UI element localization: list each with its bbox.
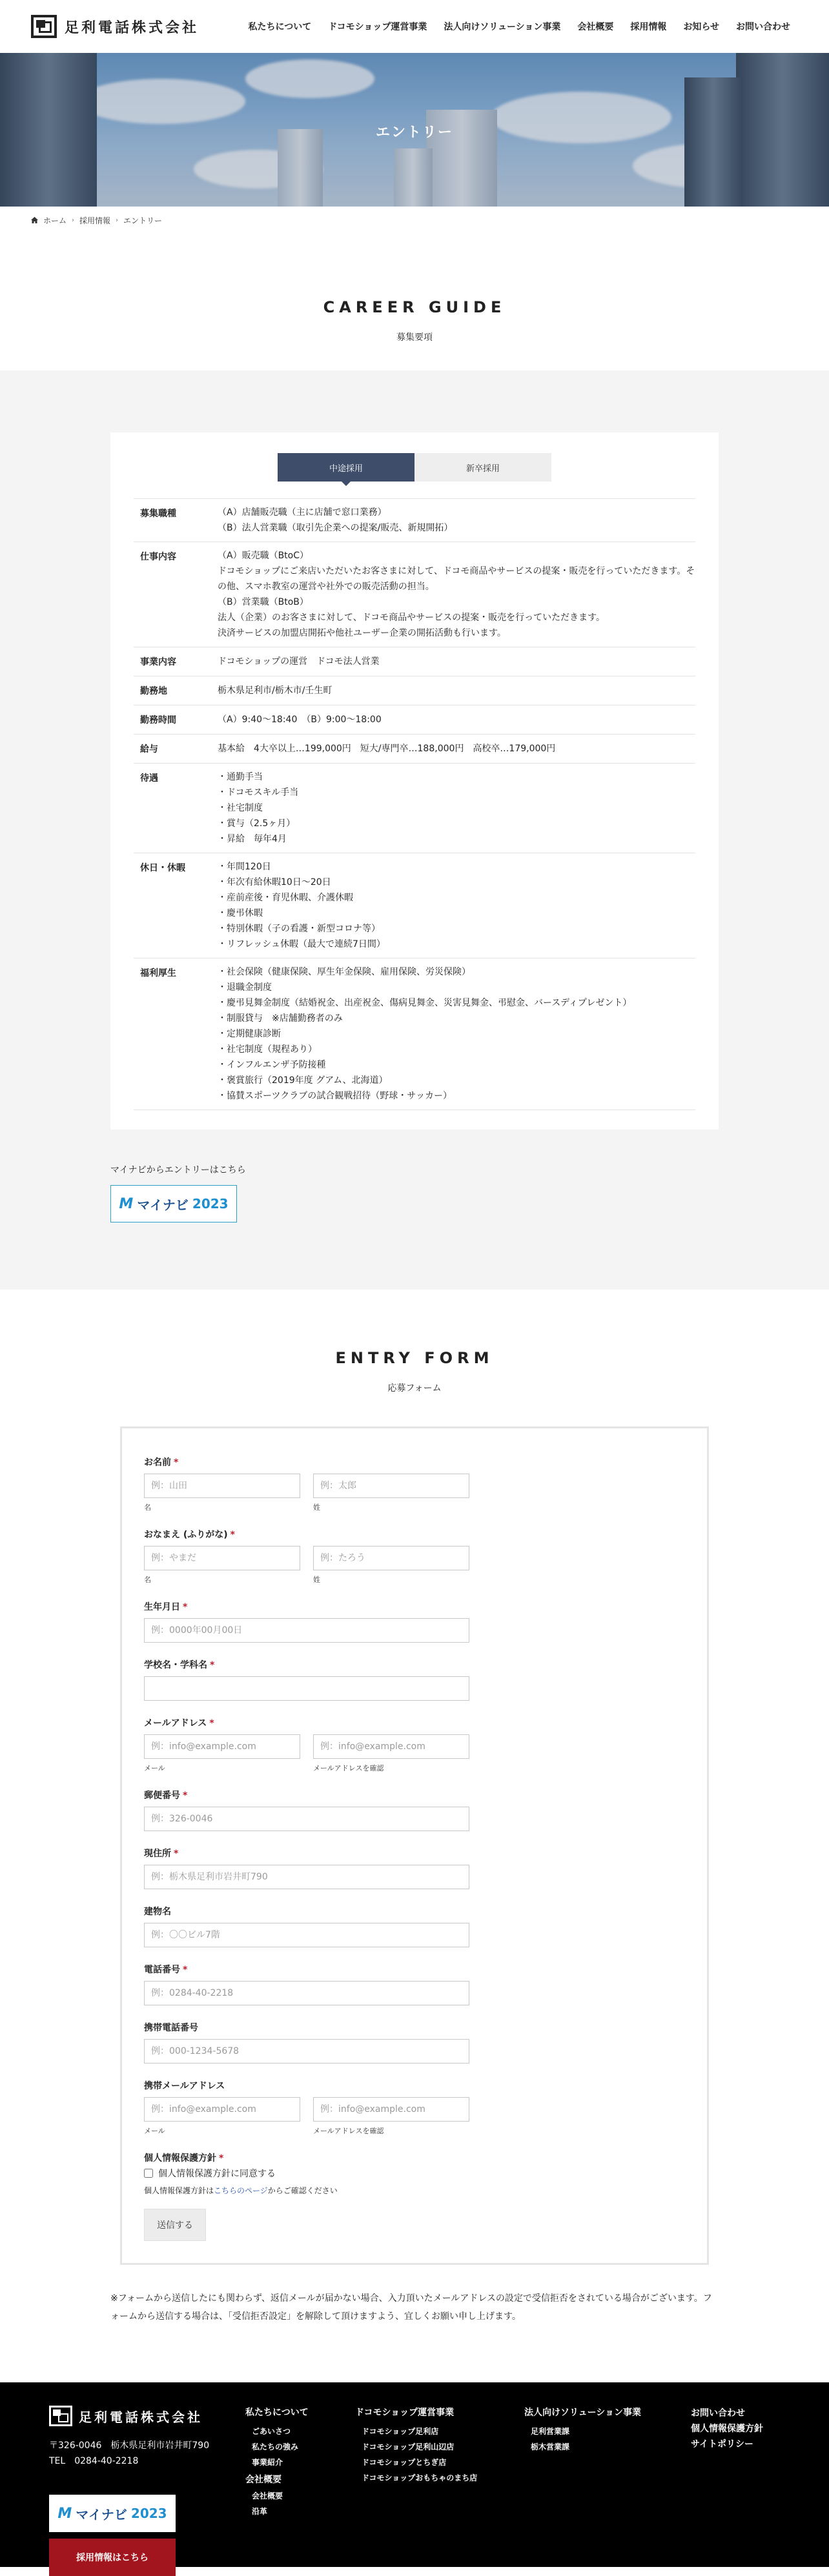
breadcrumb-recruit[interactable]: 採用情報 xyxy=(79,216,111,225)
privacy-note: 個人情報保護方針はこちらのページからご確認ください xyxy=(144,2186,338,2195)
career-guide-subtitle: 募集要項 xyxy=(396,332,433,343)
requirements-row-label: 給与 xyxy=(140,744,158,755)
footer-address-block xyxy=(49,2438,245,2469)
mobile-email-confirm-input[interactable] xyxy=(313,2097,469,2122)
zip-label: 郵便番号 * xyxy=(144,1790,188,1801)
email-confirm-input[interactable] xyxy=(313,1734,469,1759)
email-notice: ※フォームから送信したにも関わらず、返信メールが届かない場合、入力頂いたメールアドレスの設定で受信拒否をされている場合がございます。フォームから送信する場合は、「受信拒否設定」を解除して頂けますよう、宜しくお願い申し上げます。 xyxy=(110,2293,712,2322)
tab-mid-career[interactable]: 中途採用 xyxy=(278,453,414,482)
requirements-row-label: 事業内容 xyxy=(140,657,176,667)
address-label: 現住所 * xyxy=(144,1849,179,1859)
email-sublabel: メール xyxy=(144,1764,165,1772)
requirements-line: ・通勤手当 xyxy=(218,772,263,782)
tab-new-graduate[interactable]: 新卒採用 xyxy=(414,453,551,482)
privacy-agree-row[interactable] xyxy=(144,2167,685,2180)
logo-text: 足利電話株式会社 xyxy=(65,19,200,36)
email-input[interactable] xyxy=(144,1734,300,1759)
requirements-line: 法人（企業）のお客さまに対して、ドコモ商品やサービスの提案・販売を行っていただきます。 xyxy=(218,613,606,623)
nav-recruit[interactable]: 採用情報 xyxy=(630,22,667,32)
requirements-row-value xyxy=(218,676,695,705)
requirements-line: ・年次有給休暇10日～20日 xyxy=(218,877,331,887)
mobile-email-input[interactable] xyxy=(144,2097,300,2122)
requirements-row xyxy=(134,705,695,735)
tel-input[interactable] xyxy=(144,1981,469,2005)
requirements-line: ドコモショップにご来店いただいたお客さまに対して、ドコモ商品やサービスの提案・販売を行っていただきます。その他、スマホ教室の運営や社外での販売活動の担当。 xyxy=(218,566,695,592)
requirements-line: ・社宅制度 xyxy=(218,803,263,813)
last-name-kana-input[interactable] xyxy=(144,1546,300,1570)
requirements-line: ・年間120日 xyxy=(218,862,271,872)
email-label: メールアドレス * xyxy=(144,1718,214,1729)
entry-form-subtitle: 応募フォーム xyxy=(387,1383,442,1394)
requirements-line: （A）販売職（BtoC） xyxy=(218,551,309,561)
nav-docomo-shop[interactable]: ドコモショップ運営事業 xyxy=(328,22,427,32)
nav-news[interactable]: お知らせ xyxy=(683,22,719,32)
requirements-row xyxy=(134,647,695,676)
breadcrumb-home[interactable]: ホーム xyxy=(43,216,67,225)
name-label: お名前 * xyxy=(144,1457,179,1468)
birthdate-input[interactable] xyxy=(144,1618,469,1643)
requirements-line: ・社会保険（健康保険、厚生年金保険、雇用保険、労災保険） xyxy=(218,967,471,977)
footer-link-ashikaga-sales[interactable]: 足利営業課 xyxy=(531,2427,570,2436)
field-group-name xyxy=(144,1455,685,1512)
logo-mark-icon xyxy=(31,15,57,38)
career-guide-section xyxy=(0,370,829,1290)
footer-link-privacy[interactable]: 個人情報保護方針 xyxy=(691,2424,763,2434)
mynavi-logo-icon: M xyxy=(119,1195,134,1212)
requirements-line: ・昇給 毎年4月 xyxy=(218,834,287,844)
mobile-label: 携帯電話番号 xyxy=(144,2023,198,2033)
footer-link-shop-omocha[interactable]: ドコモショップおもちゃのまち店 xyxy=(362,2473,478,2482)
privacy-agree-label: 個人情報保護方針に同意する xyxy=(158,2169,276,2179)
requirements-row-value xyxy=(218,958,695,1110)
mynavi-caption: マイナビからエントリーはこちら xyxy=(110,1165,246,1175)
requirements-row-value xyxy=(218,735,695,764)
requirements-row-label: 待遇 xyxy=(140,773,158,784)
last-name-kana-sublabel: 名 xyxy=(144,1576,151,1584)
requirements-line: （B）法人営業職（取引先企業への提案/販売、新規開拓） xyxy=(218,523,453,533)
first-name-kana-input[interactable] xyxy=(313,1546,469,1570)
mynavi-logo-year: 2023 xyxy=(130,2506,167,2521)
breadcrumb-current: エントリー xyxy=(123,216,163,225)
footer-address: 〒326-0046 栃木県足利市岩井町790 xyxy=(49,2440,210,2451)
requirements-line: ・退職金制度 xyxy=(218,982,272,993)
footer-link-business[interactable]: 事業紹介 xyxy=(252,2458,283,2467)
requirements-card xyxy=(110,432,719,1130)
requirements-row xyxy=(134,853,695,958)
first-name-sublabel: 姓 xyxy=(313,1503,320,1512)
footer-link-contact[interactable]: お問い合わせ xyxy=(691,2408,745,2419)
field-group-tel xyxy=(144,1963,685,2005)
requirements-line: ・インフルエンザ予防接種 xyxy=(218,1060,326,1070)
requirements-table xyxy=(134,498,695,1110)
footer-link-shop-tochigi[interactable]: ドコモショップとちぎ店 xyxy=(362,2458,447,2467)
requirements-line: ・ドコモスキル手当 xyxy=(218,787,299,798)
mobile-input[interactable] xyxy=(144,2039,469,2064)
privacy-policy-link[interactable]: こちらのページ xyxy=(214,2186,268,2195)
first-name-input[interactable] xyxy=(313,1474,469,1498)
site-logo[interactable] xyxy=(31,15,199,38)
footer-link-company-profile[interactable]: 会社概要 xyxy=(252,2491,283,2500)
requirements-row xyxy=(134,764,695,853)
requirements-line: ・定期健康診断 xyxy=(218,1029,281,1039)
mynavi-logo-year: 2023 xyxy=(192,1196,229,1212)
requirements-row-label: 福利厚生 xyxy=(140,968,176,979)
footer-link-shop-yamabe[interactable]: ドコモショップ足利山辺店 xyxy=(362,2442,455,2451)
requirements-row-value xyxy=(218,499,695,542)
footer-link-solution[interactable]: 法人向けソリューション事業 xyxy=(524,2408,642,2418)
requirements-row xyxy=(134,735,695,764)
field-group-kana xyxy=(144,1528,685,1585)
hero-title: エントリー xyxy=(375,125,453,141)
field-group-privacy xyxy=(144,2151,685,2196)
mynavi-entry xyxy=(110,1163,719,1222)
field-group-school xyxy=(144,1658,685,1701)
requirements-line: ・特別休暇（子の看護・新型コロナ等） xyxy=(218,924,380,934)
footer-col-docomo xyxy=(355,2406,524,2576)
mynavi-logo-text: マイナビ xyxy=(76,2506,127,2522)
chevron-right-icon: › xyxy=(72,216,75,224)
requirements-line: ドコモショップの運営 ドコモ法人営業 xyxy=(218,656,380,667)
footer-link-docomo[interactable]: ドコモショップ運営事業 xyxy=(355,2408,455,2418)
requirements-line: ・リフレッシュ休暇（最大で連続7日間） xyxy=(218,939,385,949)
requirements-row-label: 募集職種 xyxy=(140,509,176,519)
requirements-line: ・制服貸与 ※店舗勤務者のみ xyxy=(218,1013,343,1024)
school-input[interactable] xyxy=(144,1676,469,1701)
requirements-row-label: 勤務時間 xyxy=(140,715,176,725)
building-input[interactable] xyxy=(144,1923,469,1947)
mynavi-logo-icon: M xyxy=(57,2505,72,2522)
tel-label: 電話番号 * xyxy=(144,1965,188,1975)
site-footer xyxy=(0,2382,829,2567)
site-header xyxy=(0,0,829,53)
footer-link-site-policy[interactable]: サイトポリシー xyxy=(691,2439,754,2449)
entry-form-header xyxy=(0,1290,829,1426)
career-guide-title: CAREER GUIDE xyxy=(323,298,506,316)
school-label: 学校名・学科名 * xyxy=(144,1660,215,1670)
entry-form xyxy=(120,1426,709,2265)
requirements-line: 決済サービスの加盟店開拓や他社ユーザー企業の開拓活動も行います。 xyxy=(218,628,506,638)
field-group-building xyxy=(144,1905,685,1947)
requirements-row-value xyxy=(218,705,695,735)
nav-contact[interactable]: お問い合わせ xyxy=(736,22,790,32)
footer-logo-mark-icon xyxy=(49,2406,72,2426)
footer-link-history[interactable]: 沿革 xyxy=(252,2507,268,2516)
requirements-line: ・慶弔見舞金制度（結婚祝金、出産祝金、傷病見舞金、災害見舞金、弔慰金、バースディプレゼント） xyxy=(218,998,632,1008)
footer-logo[interactable] xyxy=(49,2406,245,2426)
requirements-line: ・産前産後・育児休暇、介護休暇 xyxy=(218,893,353,903)
requirements-line: ・協賛スポーツクラブの試合観戦招待（野球・サッカー） xyxy=(218,1091,453,1101)
first-name-kana-sublabel: 姓 xyxy=(313,1576,320,1584)
nav-company[interactable]: 会社概要 xyxy=(577,22,614,32)
requirements-row-label: 勤務地 xyxy=(140,686,167,696)
requirements-row-value xyxy=(218,647,695,676)
field-group-zip xyxy=(144,1789,685,1831)
requirements-row-label: 仕事内容 xyxy=(140,552,176,562)
privacy-label: 個人情報保護方針 * xyxy=(144,2153,224,2164)
field-group-address xyxy=(144,1847,685,1889)
mobile-email-label: 携帯メールアドレス xyxy=(144,2081,225,2091)
privacy-agree-checkbox[interactable] xyxy=(144,2169,153,2178)
footer-link-about[interactable]: 私たちについて xyxy=(245,2408,309,2418)
last-name-sublabel: 名 xyxy=(144,1503,151,1512)
footer-mynavi-banner[interactable] xyxy=(49,2495,176,2532)
entry-form-title: ENTRY FORM xyxy=(335,1349,494,1367)
last-name-input[interactable] xyxy=(144,1474,300,1498)
requirements-line: ・社宅制度（規程あり） xyxy=(218,1044,317,1055)
requirements-row xyxy=(134,676,695,705)
footer-col-solution xyxy=(524,2406,691,2576)
mynavi-logo-text: マイナビ xyxy=(137,1197,189,1213)
field-group-birthdate xyxy=(144,1600,685,1643)
requirements-row-value xyxy=(218,542,695,647)
requirements-line: ・慶弔休暇 xyxy=(218,908,263,918)
footer-logo-text: 足利電話株式会社 xyxy=(79,2409,203,2425)
kana-label: おなまえ (ふりがな) * xyxy=(144,1530,235,1540)
footer-tel: TEL 0284-40-2218 xyxy=(49,2456,139,2466)
requirements-row xyxy=(134,542,695,647)
nav-corporate-solution[interactable]: 法人向けソリューション事業 xyxy=(444,22,561,32)
chevron-right-icon: › xyxy=(116,216,119,224)
field-group-email xyxy=(144,1716,685,1773)
requirements-line: ・賞与（2.5ヶ月） xyxy=(218,818,296,829)
career-guide-header xyxy=(0,234,829,370)
requirements-line: ・褒賞旅行（2019年度 グアム、北海道） xyxy=(218,1075,388,1086)
footer-col-misc xyxy=(691,2406,763,2576)
footer-link-strength[interactable]: 私たちの強み xyxy=(252,2442,299,2451)
requirements-row-value xyxy=(218,764,695,853)
submit-button[interactable]: 送信する xyxy=(144,2209,206,2241)
birthdate-label: 生年月日 * xyxy=(144,1602,188,1612)
footer-link-greeting[interactable]: ごあいさつ xyxy=(252,2427,291,2436)
requirements-line: 栃木県足利市/栃木市/壬生町 xyxy=(218,685,333,696)
zip-input[interactable] xyxy=(144,1807,469,1831)
mobile-email-sublabel: メール xyxy=(144,2127,165,2135)
hero-banner xyxy=(0,53,829,207)
mobile-email-confirm-sublabel: メールアドレスを確認 xyxy=(313,2127,384,2135)
footer-link-company[interactable]: 会社概要 xyxy=(245,2475,281,2485)
requirements-line: （A）店舗販売職（主に店舗で窓口業務） xyxy=(218,507,387,518)
footer-col-about xyxy=(245,2406,355,2576)
building-label: 建物名 xyxy=(144,1907,171,1917)
requirements-row-label: 休日・休暇 xyxy=(140,863,185,873)
requirements-line: 基本給 4大卒以上…199,000円 短大/専門卒…188,000円 高校卒…179,000円 xyxy=(218,744,556,754)
main-nav xyxy=(248,20,790,33)
recruit-type-tabs xyxy=(134,453,695,482)
breadcrumb xyxy=(0,207,829,234)
field-group-mobile xyxy=(144,2021,685,2064)
email-confirm-sublabel: メールアドレスを確認 xyxy=(313,1764,384,1772)
address-input[interactable] xyxy=(144,1865,469,1889)
field-group-mobile-email xyxy=(144,2079,685,2136)
requirements-line: （A）9:40～18:40 （B）9:00～18:00 xyxy=(218,715,382,725)
requirements-line: （B）営業職（BtoB） xyxy=(218,597,309,607)
nav-about[interactable]: 私たちについて xyxy=(248,22,312,32)
home-icon xyxy=(31,217,38,223)
requirements-row xyxy=(134,958,695,1110)
requirements-row xyxy=(134,499,695,542)
footer-link-tochigi-sales[interactable]: 栃木営業課 xyxy=(531,2442,570,2451)
mynavi-banner-link[interactable] xyxy=(110,1185,237,1222)
requirements-row-value xyxy=(218,853,695,958)
footer-recruit-button[interactable]: 採用情報はこちら xyxy=(49,2539,176,2576)
footer-link-shop-ashikaga[interactable]: ドコモショップ足利店 xyxy=(362,2427,439,2436)
